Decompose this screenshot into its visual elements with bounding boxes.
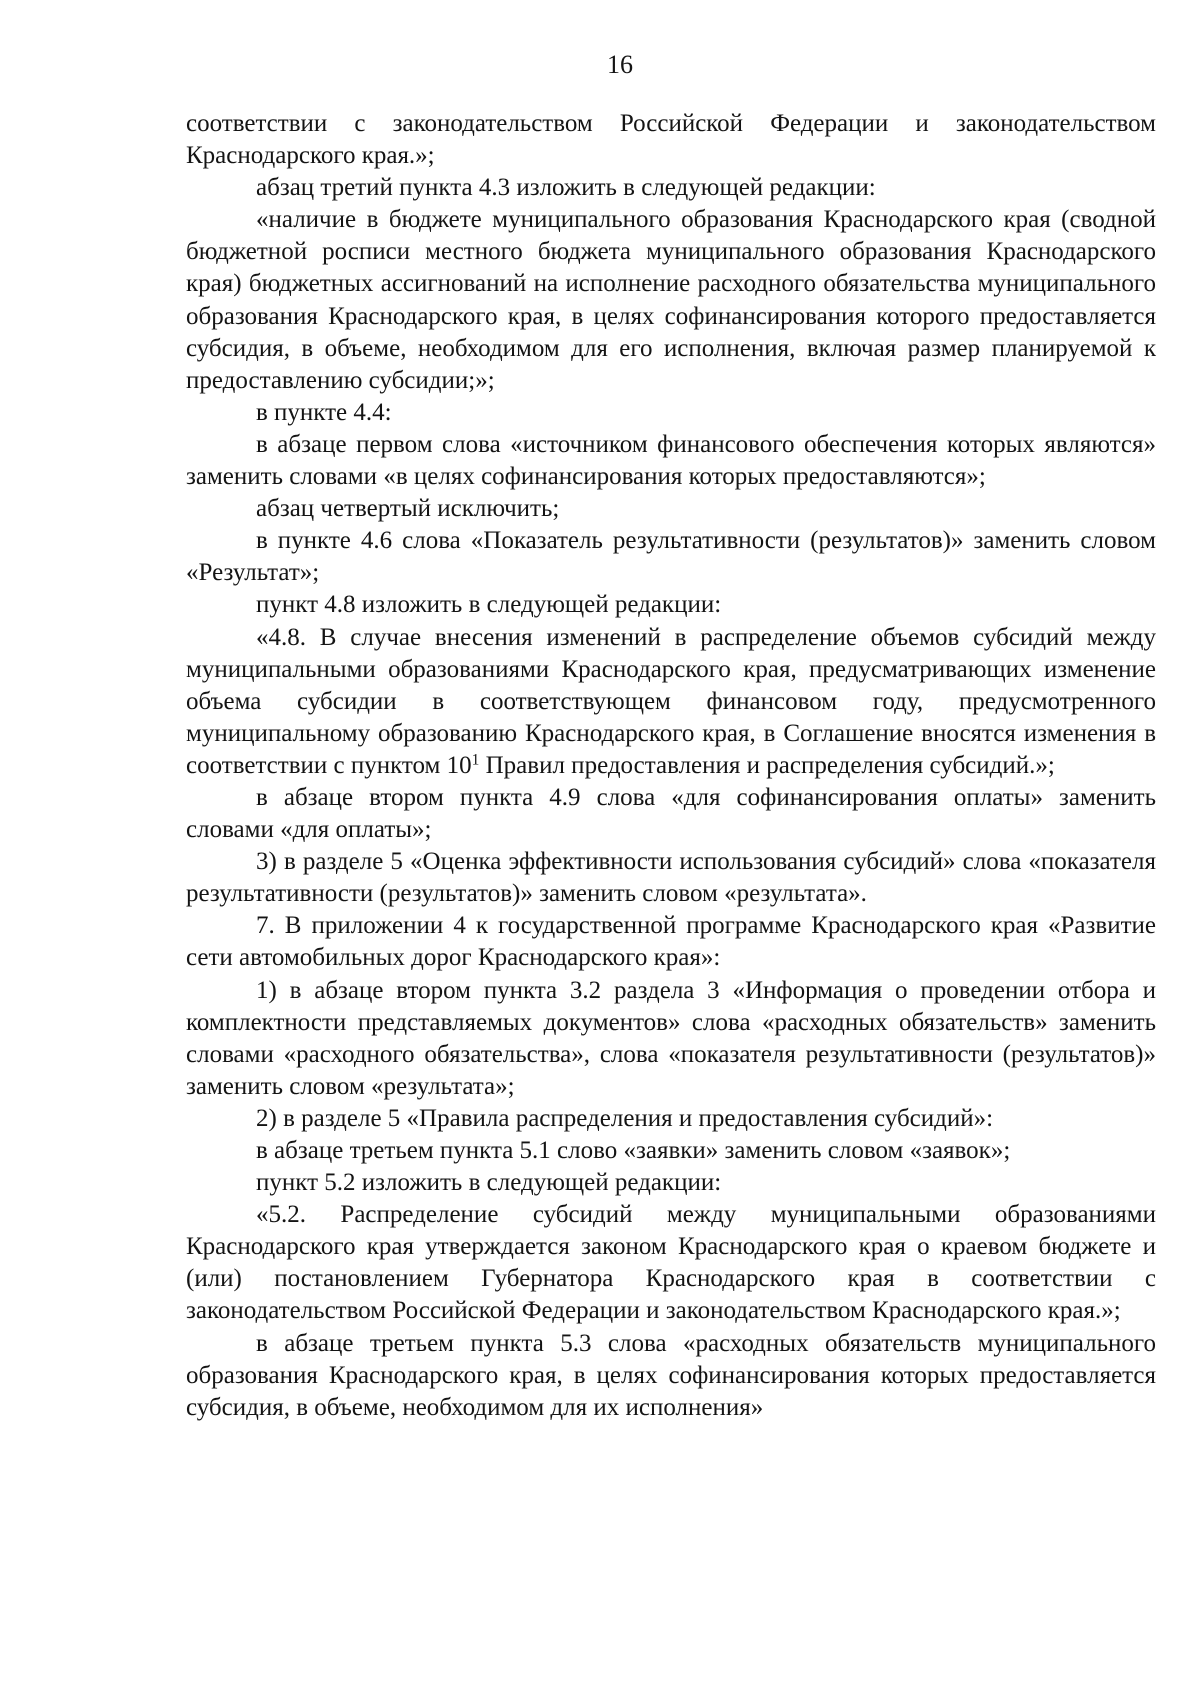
paragraph: в пункте 4.6 слова «Показатель результативности (результатов)» заменить словом «Результат»; (186, 527, 1156, 587)
paragraph (186, 622, 1156, 782)
paragraph: абзац третий пункта 4.3 изложить в следующей редакции: (256, 174, 876, 202)
paragraph-text-after: Правил предоставления и распределения субсидий.»; (479, 751, 1055, 779)
paragraph: 2) в разделе 5 «Правила распределения и предоставления субсидий»: (256, 1104, 994, 1132)
paragraph-text-before: «4.8. В случае внесения изменений в распределение объемов субсидий между муниципальными образованиями Краснодарского края, предусматривающих изменение объема субсидии в соответствующем финансовом году, предусмотренного муниципальному образованию Краснодарского края, в Соглашение вносятся изменения в соответствии с пунктом 10 (186, 623, 1156, 779)
paragraph: абзац четвертый исключить; (256, 495, 560, 523)
paragraph: соответствии с законодательством Российской Федерации и законодательством Краснодарского края.»; (186, 110, 1156, 170)
paragraph: в абзаце третьем пункта 5.1 слово «заявки» заменить словом «заявок»; (256, 1137, 1011, 1164)
paragraph: пункт 4.8 изложить в следующей редакции: (256, 591, 722, 619)
paragraph: в абзаце третьем пункта 5.3 слова «расходных обязательств муниципального образования Краснодарского края, в целях софинансирования которых предоставляется субсидия, в объеме, необходимом для их исполнения» (186, 1329, 1156, 1421)
document-body (186, 108, 1156, 1424)
paragraph: в абзаце первом слова «источником финансового обеспечения которых являются» заменить словами «в целях софинансирования которых предоставляются»; (186, 430, 1156, 491)
paragraph: 7. В приложении 4 к государственной программе Краснодарского края «Развитие сети автомобильных дорог Краснодарского края»: (186, 912, 1156, 972)
paragraph: «наличие в бюджете муниципального образования Краснодарского края (сводной бюджетной росписи местного бюджета муниципального образования Краснодарского края) бюджетных ассигнований на исполнение расходного обязательства муниципального образования Краснодарского края, в целях софинансирования которого предоставляется субсидия, в объеме, необходимом для его исполнения, включая размер планируемой к предоставлению субсидии;»; (186, 206, 1156, 394)
paragraph: в абзаце втором пункта 4.9 слова «для софинансирования оплаты» заменить словами «для оплаты»; (186, 783, 1156, 844)
paragraph: в пункте 4.4: (256, 398, 392, 426)
paragraph: 3) в разделе 5 «Оценка эффективности использования субсидий» слова «показателя результативности (результатов)» заменить словом «результата». (186, 848, 1156, 908)
paragraph: «5.2. Распределение субсидий между муниципальными образованиями Краснодарского края утверждается законом Краснодарского края о краевом бюджете и (или) постановлением Губернатора Краснодарского края в соответствии с законодательством Российской Федерации и законодательством Краснодарского края.»; (186, 1201, 1156, 1325)
paragraph: 1) в абзаце втором пункта 3.2 раздела 3 «Информация о проведении отбора и комплектности представляемых документов» слова «расходных обязательств» заменить словами «расходного обязательства», слова «показателя результативности (результатов)» заменить словом «результата»; (186, 976, 1156, 1100)
paragraph: пункт 5.2 изложить в следующей редакции: (256, 1169, 722, 1197)
page-number: 16 (607, 50, 633, 79)
superscript-marker: 1 (471, 751, 480, 769)
